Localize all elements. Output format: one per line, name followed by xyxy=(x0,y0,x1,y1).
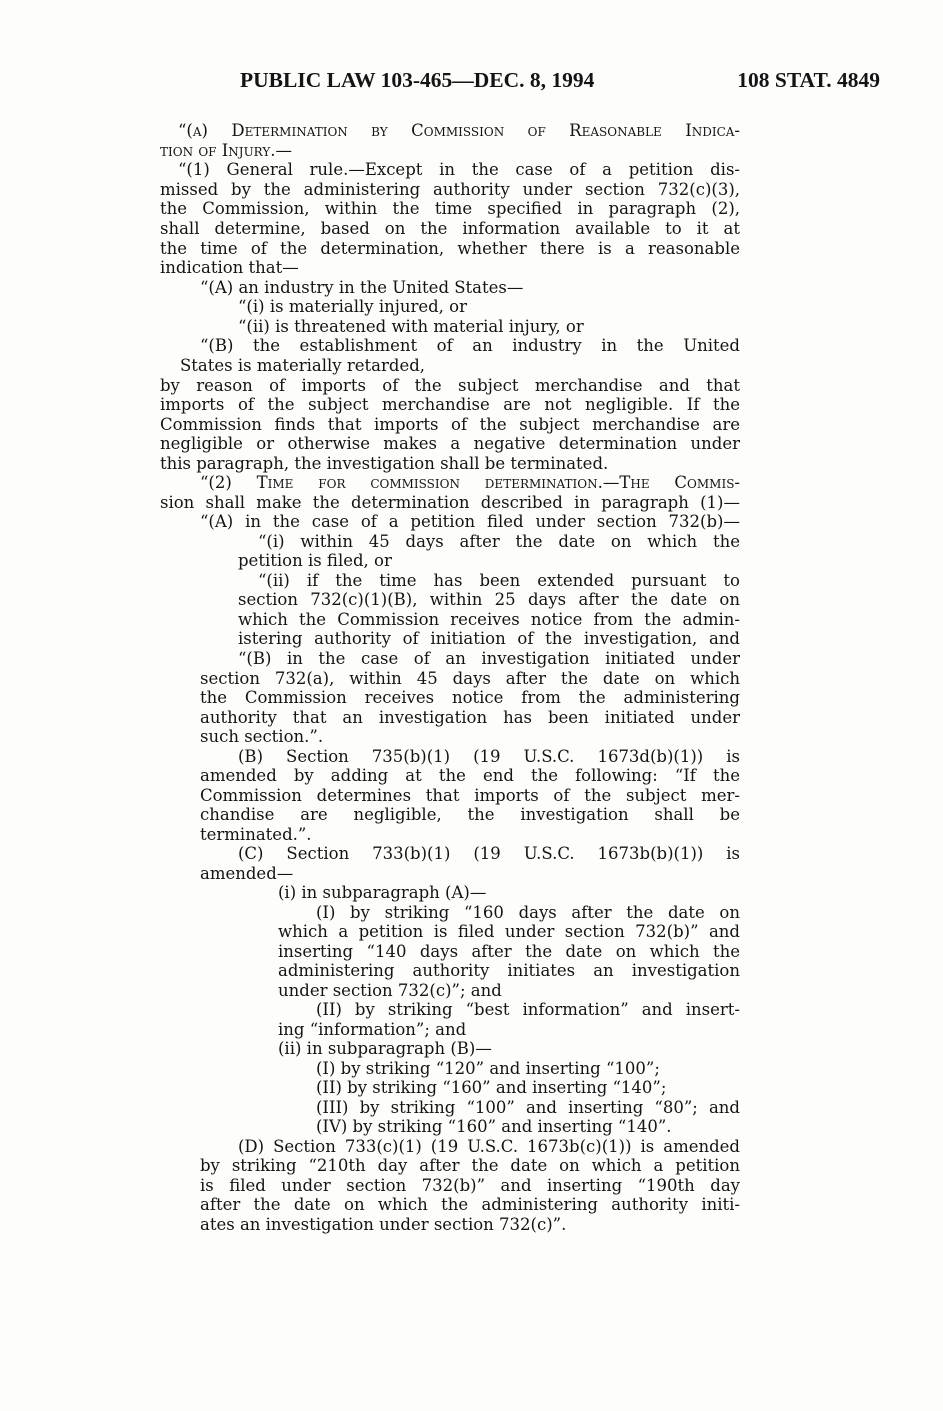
text-line: “(a) Determination by Commission of Reasonable Indica- xyxy=(178,121,740,140)
statute-page-number: 108 STAT. 4849 xyxy=(737,68,880,92)
running-header xyxy=(240,68,880,98)
text-line: (II) by striking “best information” and insert- xyxy=(316,1000,740,1019)
text-line: (III) by striking “100” and inserting “80”; and xyxy=(316,1098,740,1117)
text-line: the Commission, within the time specified in paragraph (2), xyxy=(160,199,740,218)
text-line: is filed under section 732(b)” and inserting “190th day xyxy=(200,1176,740,1195)
text-line: inserting “140 days after the date on which the xyxy=(278,942,740,961)
text-line: “(A) an industry in the United States— xyxy=(200,278,524,297)
text-line: Commission finds that imports of the subject merchandise are xyxy=(160,415,740,434)
text-line: administering authority initiates an investigation xyxy=(278,961,740,980)
text-line: which a petition is filed under section 732(b)” and xyxy=(278,922,740,941)
text-line: section 732(a), within 45 days after the date on which xyxy=(200,669,740,688)
text-line: negligible or otherwise makes a negative determination under xyxy=(160,434,740,453)
text-line: shall determine, based on the information available to it at xyxy=(160,219,740,238)
text-line: (I) by striking “120” and inserting “100”; xyxy=(316,1059,660,1078)
text-line: (II) by striking “160” and inserting “140”; xyxy=(316,1078,667,1097)
text-line: terminated.”. xyxy=(200,825,312,844)
text-line: “(B) the establishment of an industry in the United xyxy=(200,336,740,355)
text-line: ates an investigation under section 732(c)”. xyxy=(200,1215,567,1234)
text-line: missed by the administering authority under section 732(c)(3), xyxy=(160,180,740,199)
text-line: (D) Section 733(c)(1) (19 U.S.C. 1673b(c)(1)) is amended xyxy=(238,1137,740,1156)
text-line: istering authority of initiation of the investigation, and xyxy=(238,629,740,648)
text-line: which the Commission receives notice from the admin- xyxy=(238,610,740,629)
text-line: such section.”. xyxy=(200,727,324,746)
text-line: “(A) in the case of a petition filed under section 732(b)— xyxy=(200,512,740,531)
text-line: (i) in subparagraph (A)— xyxy=(278,883,487,902)
text-line: “(B) in the case of an investigation initiated under xyxy=(238,649,740,668)
text-line: (IV) by striking “160” and inserting “140”. xyxy=(316,1117,672,1136)
text-line: imports of the subject merchandise are not negligible. If the xyxy=(160,395,740,414)
header-title: PUBLIC LAW 103-465—DEC. 8, 1994 xyxy=(240,68,595,92)
text-line: (B) Section 735(b)(1) (19 U.S.C. 1673d(b)(1)) is xyxy=(238,747,740,766)
text-line: “(i) is materially injured, or xyxy=(238,297,467,316)
text-line: under section 732(c)”; and xyxy=(278,981,502,1000)
text-line: after the date on which the administering authority initi- xyxy=(200,1195,740,1214)
text-line: (C) Section 733(b)(1) (19 U.S.C. 1673b(b)(1)) is xyxy=(238,844,740,863)
text-line: section 732(c)(1)(B), within 25 days after the date on xyxy=(238,590,740,609)
text-line: petition is filed, or xyxy=(238,551,392,570)
text-line: Commission determines that imports of the subject mer- xyxy=(200,786,740,805)
text-line: (ii) in subparagraph (B)— xyxy=(278,1039,492,1058)
text-line: chandise are negligible, the investigation shall be xyxy=(200,805,740,824)
text-line: the time of the determination, whether there is a reasonable xyxy=(160,239,740,258)
text-line: tion of Injury.— xyxy=(160,141,293,160)
text-line: amended by adding at the end the following: “If the xyxy=(200,766,740,785)
text-line: indication that— xyxy=(160,258,299,277)
text-line: by striking “210th day after the date on which a petition xyxy=(200,1156,740,1175)
text-line: “(ii) if the time has been extended pursuant to xyxy=(258,571,740,590)
text-line: the Commission receives notice from the administering xyxy=(200,688,740,707)
text-line: “(i) within 45 days after the date on which the xyxy=(258,532,740,551)
text-line: “(1) General rule.—Except in the case of a petition dis- xyxy=(178,160,740,179)
text-line: amended— xyxy=(200,864,294,883)
text-line: this paragraph, the investigation shall be terminated. xyxy=(160,454,609,473)
text-line: ing “information”; and xyxy=(278,1020,467,1039)
text-line: “(ii) is threatened with material injury, or xyxy=(238,317,584,336)
text-line: States is materially retarded, xyxy=(180,356,426,375)
text-line: authority that an investigation has been initiated under xyxy=(200,708,740,727)
text-line: “(2) Time for commission determination.—The Commis- xyxy=(200,473,740,492)
text-line: by reason of imports of the subject merchandise and that xyxy=(160,376,740,395)
text-line: sion shall make the determination described in paragraph (1)— xyxy=(160,493,740,512)
text-line: (I) by striking “160 days after the date on xyxy=(316,903,740,922)
